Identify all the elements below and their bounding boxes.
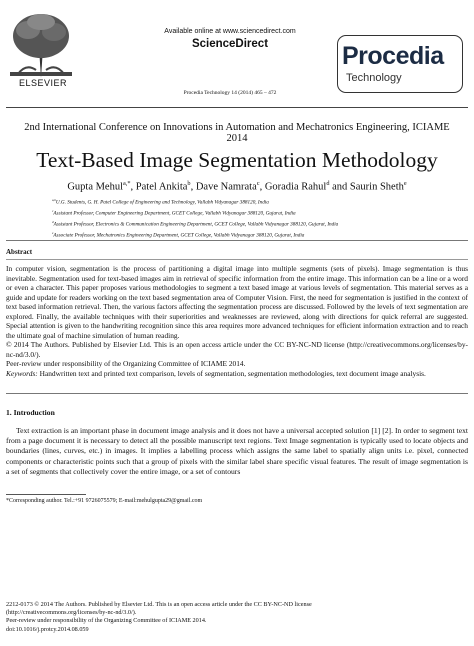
keywords-text: Handwritten text and printed text comparison, levels of segmentation, segmentation methodologies, text document image analysis. [39,368,426,378]
peer-review-line: Peer-review under responsibility of the Organizing Committee of ICIAME 2014. [6,359,246,368]
affil-mark: d [326,180,330,187]
affil-mark: d [52,220,54,225]
affiliation-line [52,207,452,218]
affil-mark: b [187,180,191,187]
affil-mark: c [256,180,260,187]
elsevier-tree-logo-icon [6,8,76,80]
abstract-heading-rule [6,259,468,260]
intro-paragraph: Text extraction is an important phase in document image analysis and it does not have a universal accepted solution [1] [2]. In order to segment text from a page document it is necessary to detect all the possible manuscript text regions. Text Image segmentation is typically used to locate objects and boundaries (lines, curves, etc.) in images. It implies a labelling process which assigns the same label to spatially align units i.e. pixel, connected components or characteristic points such that a group of pixels with the similar label share specific visual features. The result of image segmentation is a set of segments that collectively cover the entire image, or a set of contours [6,426,468,476]
header-divider [6,107,468,108]
affil-mark: e [403,180,407,187]
procedia-logo-title: Procedia [342,42,444,70]
keywords-label: Keywords: [6,368,38,378]
affiliation-line [52,218,452,229]
abstract-top-rule [6,240,468,241]
footer-license-link[interactable]: (http://creativecommons.org/licenses/by-nc-nd/3.0/). [6,609,137,617]
affiliation-text: Associate Professor, Mechatronics Engineering Department, GCET College, Vallabh Vidyanagar 388120, Gujarat, India [53,232,305,239]
footer-peer-review: Peer-review under responsibility of the Organizing Committee of ICIAME 2014. [6,617,207,625]
affil-mark: c [52,209,54,214]
author-name: , Goradia Rahul [259,181,327,193]
journal-reference: Procedia Technology 14 (2014) 465 – 472 [183,90,277,96]
corresponding-author-footnote: *Corresponding author. Tel.:+91 9726075579; E-mail:mehulgupta29@gmail.com [6,498,203,504]
affil-mark: a,b [52,198,56,202]
abstract-bottom-rule [6,393,468,394]
footer-issn-line: 2212-0173 © 2014 The Authors. Published by Elsevier Ltd. This is an open access article under the CC BY-NC-ND license [6,601,312,608]
affiliation-text: U.G. Students, G. H. Patel College of Engineering and Technology, Vallabh Vidyanagar 388120, India [55,199,269,206]
section-heading-introduction: 1. Introduction [6,408,55,417]
affil-mark: e [52,231,54,236]
abstract-body [6,264,468,378]
abstract-heading: Abstract [6,248,33,256]
page-footer [6,601,468,634]
available-online-text: Available online at www.sciencedirect.com [164,28,296,35]
copyright-line: © 2014 The Authors. Published by Elsevier Ltd. This is an open access article under the CC BY-NC-ND license (http://creativecommons.org/licenses/by-nc-nd/3.0/). [6,340,468,359]
procedia-logo-subtitle: Technology [346,72,402,84]
author-name: and Saurin Sheth [329,181,404,193]
paper-title: Text-Based Image Segmentation Methodology [36,148,438,172]
footnote-rule [6,494,86,495]
author-name: Gupta Mehul [67,181,124,193]
conference-name: 2nd International Conference on Innovations in Automation and Mechatronics Engineering, ICIAME 2014 [24,122,450,144]
affiliation-line [52,196,452,207]
abstract-text: In computer vision, segmentation is the process of partitioning a digital image into multiple segments (sets of pixels). Image segmentation is thus inevitable. Segmentation used for text-based images aim in retrieval of specific information from the entire image. This information can be a line or a word or even a character. This paper proposes various methodologies to segment a text based image at various levels of segmentation. This material serves as a guide and update for readers working on the text based segmentation area of Computer Vision. First, the need for segmentation is justified in the context of text based information retrieval. Then, the various factors affecting the segmentation process are discussed. Followed by the levels of text segmentation are explored. Finally, the available techniques with their superiorities and weaknesses are reviewed, along with directions for quick referral are suggested. Special attention is given to the handwriting recognition since this area requires more advanced techniques for efficient information extraction and to reach the ultimate goal of machine simulation of human reading. [6,264,468,340]
author-name: , Dave Namrata [190,181,257,193]
keywords-line [6,369,468,379]
sciencedirect-wordmark: ScienceDirect [191,38,269,50]
affiliation-text: Assistant Professor, Electronics & Communication Engineering Department, GCET College, Vallabh Vidyanagar 388120, Gujarat, India [53,221,339,228]
affiliation-text: Assistant Professor, Computer Engineering Department, GCET College, Vallabh Vidyanagar 388120, Gujarat, India [53,210,296,217]
author-name: , Patel Ankita [130,181,188,193]
author-list [10,180,464,193]
elsevier-wordmark: ELSEVIER [18,78,68,88]
footer-doi[interactable]: doi:10.1016/j.protcy.2014.08.059 [6,625,89,633]
affiliation-line [52,229,452,240]
affil-mark: a,* [123,180,131,187]
introduction-body [6,426,468,477]
affiliations [52,196,452,240]
